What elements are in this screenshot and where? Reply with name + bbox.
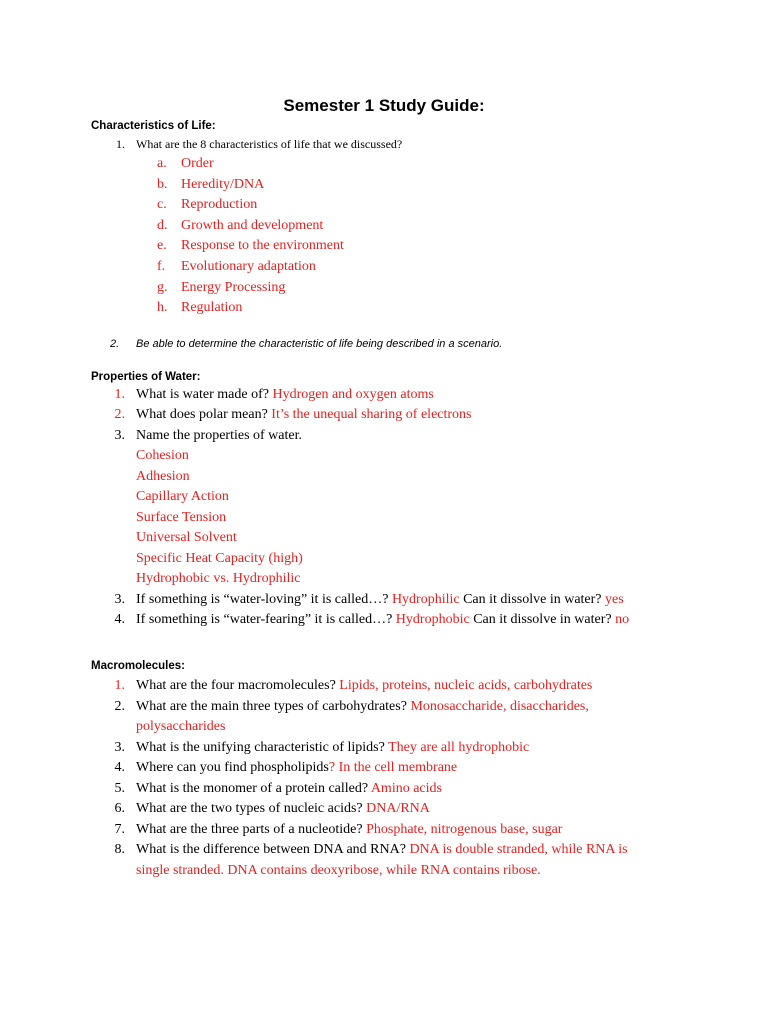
answer-text: Lipids, proteins, nucleic acids, carbohydrates [339,678,593,693]
answer-text: It’s the unequal sharing of electrons [271,407,472,423]
question-text: If something is “water-loving” it is called…? Hydrophilic Can it dissolve in water? yes [136,592,624,607]
question-number: 1. [114,678,125,693]
answer-text: Regulation [181,300,243,316]
question-text: What are the four macromolecules? Lipids, proteins, nucleic acids, carbohydrates [136,678,593,693]
answer-letter: f. [157,259,166,274]
answer-text: Order [181,156,214,171]
question-text [136,863,541,879]
question-number: 1. [116,137,125,151]
question-text: What is the difference between DNA and RNA? DNA is double stranded, while RNA is [136,842,628,857]
answer-text: single stranded. DNA contains deoxyribose, while RNA contains ribose. [136,862,541,878]
answer-text: Energy Processing [181,279,286,295]
answer-text: Monosaccharide, disaccharides, [410,698,589,714]
water-property: Cohesion [136,448,189,463]
question-number: 5. [114,780,125,796]
question-text: Name the properties of water. [136,427,302,443]
answer-text: They are all hydrophobic [388,739,530,755]
question-number: 4. [114,612,125,627]
question-text [136,719,225,735]
answer-letter: b. [157,176,168,192]
answer-letter: d. [157,217,168,233]
question-number: 3. [114,592,125,607]
question-number: 4. [114,760,125,775]
answer-letter: c. [157,197,167,213]
water-property: Specific Heat Capacity (high) [136,550,303,566]
answer-text: ? In the cell membrane [328,760,458,775]
question-number: 2. [114,698,125,714]
answer-text: Response to the environment [181,238,344,254]
water-property: Hydrophobic vs. Hydrophilic [136,571,301,586]
water-property: Adhesion [136,468,190,484]
answer-text: Reproduction [181,197,258,213]
question-text: Be able to determine the characteristic of life being described in a scenario. [136,338,503,350]
answer-text: Heredity/DNA [181,176,265,192]
answer-text: Phosphate, nitrogenous base, sugar [366,821,563,837]
answer-letter: h. [157,300,168,316]
question-number: 8. [114,842,125,857]
answer-letter: a. [157,156,167,171]
question-number: 3. [114,427,125,443]
question-text: What is water made of? Hydrogen and oxygen atoms [136,387,434,402]
answer-text: polysaccharides [136,719,226,734]
answer-letter: e. [157,238,167,254]
question-number: 2. [114,407,125,423]
question-text: If something is “water-fearing” it is called…? Hydrophobic Can it dissolve in water? no [136,612,630,627]
question-number: 6. [114,801,125,816]
answer-text: DNA/RNA [366,801,430,816]
answer-text: Growth and development [181,217,324,233]
question-text: What does polar mean? It’s the unequal sharing of electrons [136,407,472,423]
page-title: Semester 1 Study Guide: [283,96,485,115]
answer-text: Evolutionary adaptation [181,259,316,274]
answer-text: Amino acids [370,780,442,796]
question-text: What is the monomer of a protein called? Amino acids [136,780,442,796]
question-text: What are the main three types of carbohydrates? Monosaccharide, disaccharides, [136,698,589,714]
question-text: Where can you find phospholipids? In the cell membrane [136,760,458,775]
question-number: 2. [110,338,120,350]
section-heading-macromolecules: Macromolecules: [91,660,185,672]
question-text: What are the three parts of a nucleotide? Phosphate, nitrogenous base, sugar [136,821,563,837]
answer-text: Hydrogen and oxygen atoms [272,387,434,402]
question-number: 1. [114,387,125,402]
water-property: Surface Tension [136,509,227,525]
question-number: 7. [114,821,125,837]
question-number: 3. [114,739,125,755]
water-property: Capillary Action [136,489,229,504]
section-heading-water: Properties of Water: [91,371,201,383]
answer-text: DNA is double stranded, while RNA is [409,842,628,857]
water-property: Universal Solvent [136,530,237,545]
question-text: What is the unifying characteristic of lipids? They are all hydrophobic [136,739,530,755]
question-text: What are the 8 characteristics of life that we discussed? [136,137,403,151]
answer-letter: g. [157,279,168,295]
question-text: What are the two types of nucleic acids? DNA/RNA [136,801,430,816]
section-heading-characteristics: Characteristics of Life: [91,120,216,132]
